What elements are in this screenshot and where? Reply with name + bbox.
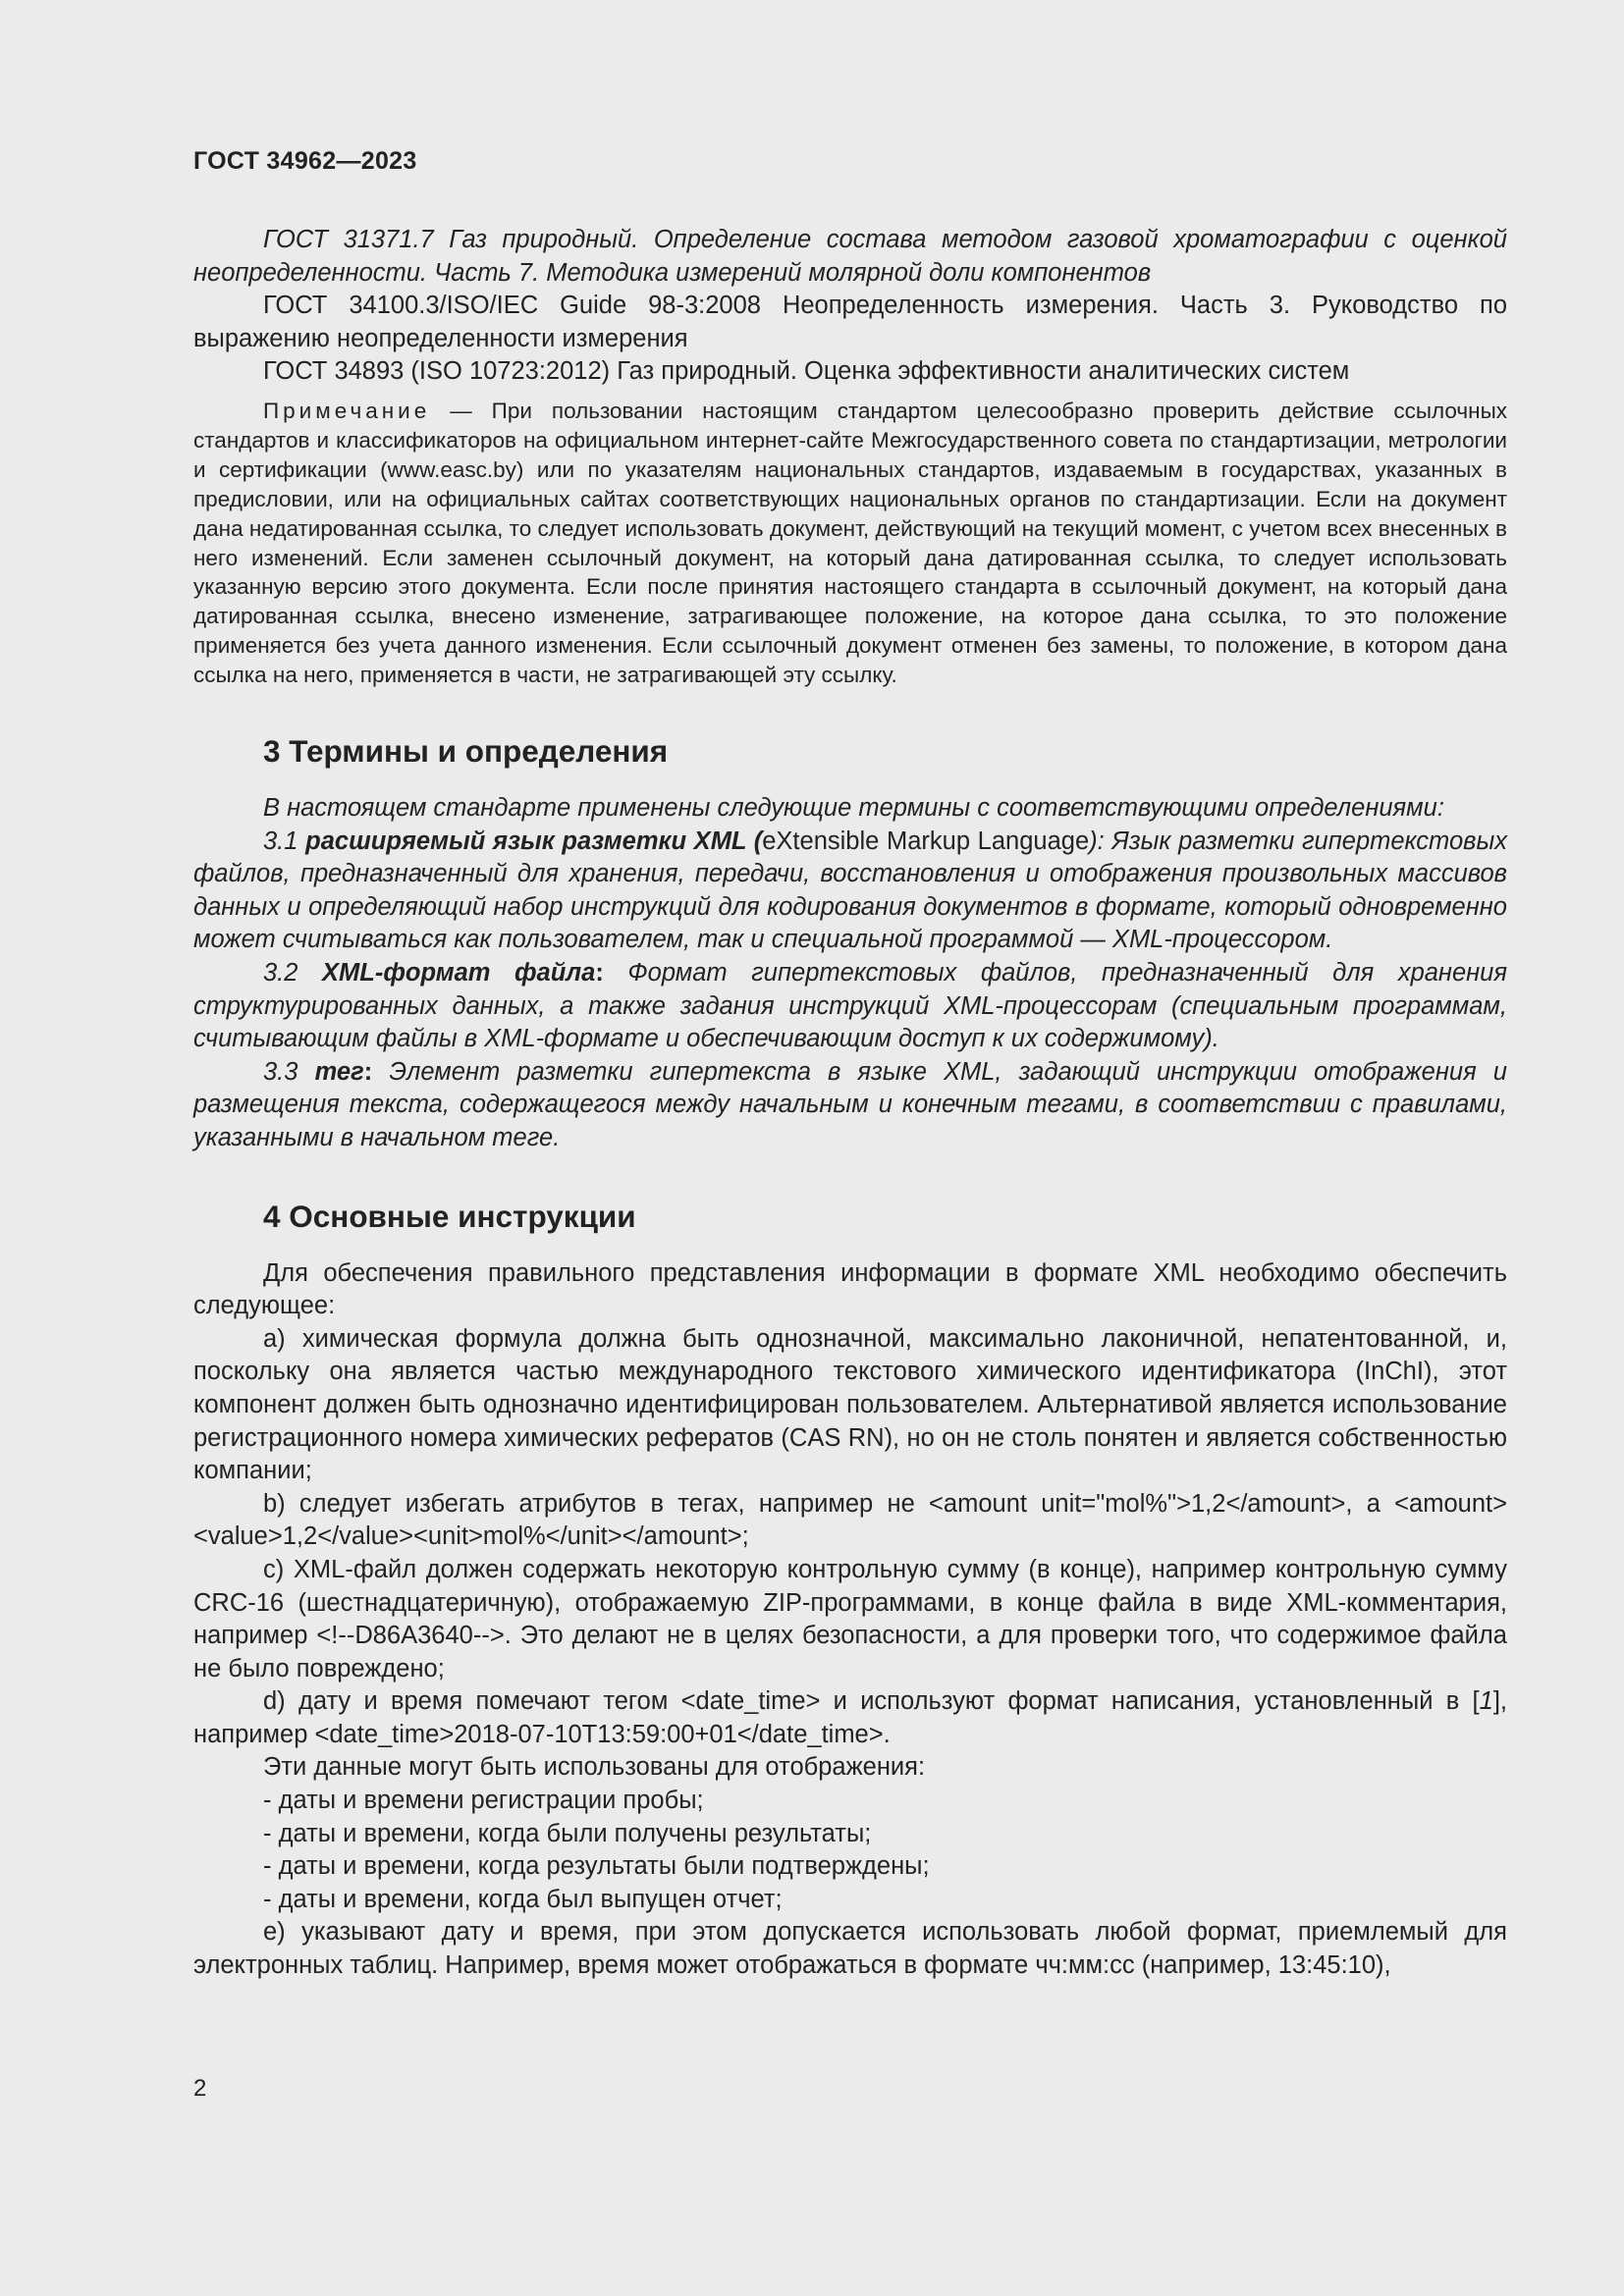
section-4-intro: Для обеспечения правильного представления информации в формате XML необходимо обеспечить следующее: [193, 1258, 1507, 1320]
display-intro: Эти данные могут быть использованы для отображения: [263, 1753, 926, 1782]
note-label: Примечание [263, 398, 431, 423]
list-item-a: а) химическая формула должна быть однозначной, максимально лаконичной, непатентованной, и, поскольку она является частью международного текстового химического идентификатора (InChI), этот компонент должен быть однозначно идентифицирован пользователем. Альтернативой является использование регистрационного номера химических рефератов (CAS RN), но он не столь понятен и является собственностью компании; [193, 1324, 1507, 1485]
list-item-c: c) XML-файл должен содержать некоторую контрольную сумму (в конце), например контрольную сумму CRC-16 (шестнадцатеричную), отображаемую ZIP-программами, в конце файла в виде XML-комментария, например <!--D86A3640-->. Это делают не в целях безопасности, а для проверки того, что содержимое файла не было повреждено; [193, 1555, 1507, 1682]
term-name: тег [314, 1057, 364, 1086]
term-name: XML-формат файла [322, 959, 596, 987]
section-3-heading: 3 Термины и определения [263, 733, 669, 770]
term-definition: ): Язык разметки гипертекстовых файлов, предназначенный для хранения, передачи, восстановления и отображения произвольных массивов данных и определяющий набор инструкций для кодирования документов в формате, который одновременно может считываться как пользователем, так и специальной программой — XML-процессором. [193, 827, 1508, 954]
term-3-3 [193, 1056, 1507, 1155]
page-body [193, 224, 1507, 1983]
term-3-2 [193, 957, 1507, 1056]
display-item: - даты и времени, когда были получены результаты; [263, 1819, 872, 1847]
term-number: 3.2 [263, 959, 323, 987]
section-3-intro: В настоящем стандарте применены следующие термины с соответствующими определениями: [263, 794, 1444, 823]
list-item-d [193, 1685, 1507, 1751]
reference-gost-34100-3: ГОСТ 34100.3/ISO/IEC Guide 98-3:2008 Неопределенность измерения. Часть 3. Руководство по выражению неопределенности измерения [193, 292, 1507, 352]
bibliography-reference: 1 [1479, 1687, 1493, 1716]
term-definition: Элемент разметки гипертекста в языке XML, задающий инструкции отображения и размещения текста, содержащегося между начальным и конечным тегами, в соответствии с правилами, указанными в начальном теге. [193, 1057, 1507, 1151]
list-item-d-text: d) дату и время помечают тегом <date_time> и используют формат написания, установленный в [ [263, 1687, 1480, 1716]
section-4-heading: 4 Основные инструкции [263, 1198, 636, 1234]
term-definition: Формат гипертекстовых файлов, предназначенный для хранения структурированных данных, а также задания инструкций XML-процессорам (специальным программам, считывающим файлы в XML-формате и обеспечивающим доступ к их содержимому). [193, 959, 1507, 1053]
document-code-header: ГОСТ 34962—2023 [193, 147, 417, 175]
display-item: - даты и времени регистрации пробы; [263, 1787, 704, 1815]
term-3-1 [193, 826, 1507, 957]
display-item: - даты и времени, когда был выпущен отчет; [263, 1885, 783, 1913]
list-item-b: b) следует избегать атрибутов в тегах, например не <amount unit="mol%">1,2</amount>, а <amount><value>1,2</value><unit>mol%</unit></amount>; [193, 1489, 1507, 1551]
term-number: 3.1 [263, 827, 306, 855]
note-text: — При пользовании настоящим стандартом целесообразно проверить действие ссылочных стандартов и классификаторов на официальном интернет-сайте Межгосударственного совета по стандартизации, метрологии и сертификации (www.easc.by) или по указателям национальных стандартов, издаваемым в государствах, указанных в предисловии, или на официальных сайтах соответствующих национальных органов по стандартизации. Если на документ дана недатированная ссылка, то следует использовать документ, действующий на текущий момент, с учетом всех внесенных в него изменений. Если заменен ссылочный документ, на который дана датированная ссылка, то следует использовать указанную версию этого документа. Если после принятия настоящего стандарта в ссылочный документ, на который дана датированная ссылка, внесено изменение, затрагивающее положение, на которое дана ссылка, то это положение применяется без учета данного изменения. Если ссылочный документ отменен без замены, то положение, в котором дана ссылка на него, применяется в части, не затрагивающей эту ссылку. [193, 398, 1507, 688]
reference-gost-34893: ГОСТ 34893 (ISO 10723:2012) Газ природный. Оценка эффективности аналитических систем [263, 357, 1350, 386]
note-block [193, 397, 1507, 690]
reference-gost-31371-7: ГОСТ 31371.7 Газ природный. Определение состава методом газовой хроматографии с оценкой неопределенности. Часть 7. Методика измерений молярной доли компонентов [193, 226, 1507, 287]
note-paragraph [193, 397, 1507, 690]
list-item-d-text-end: ], например <date_time>2018-07-10T13:59:00+01</date_time>. [193, 1687, 1507, 1748]
term-paren: ( [746, 827, 763, 855]
list-item-e: е) указывают дату и время, при этом допускается использовать любой формат, приемлемый для электронных таблиц. Например, время может отображаться в формате чч:мм:сс (например, 13:45:10), [193, 1918, 1507, 1980]
term-english-name: eXtensible Markup Language [762, 827, 1090, 855]
display-item: - даты и времени, когда результаты были подтверждены; [263, 1852, 930, 1881]
term-colon: : [595, 959, 604, 987]
page-number: 2 [193, 2075, 207, 2102]
term-number: 3.3 [263, 1057, 315, 1086]
term-colon: : [363, 1057, 373, 1086]
term-name: расширяемый язык разметки XML [305, 827, 747, 855]
